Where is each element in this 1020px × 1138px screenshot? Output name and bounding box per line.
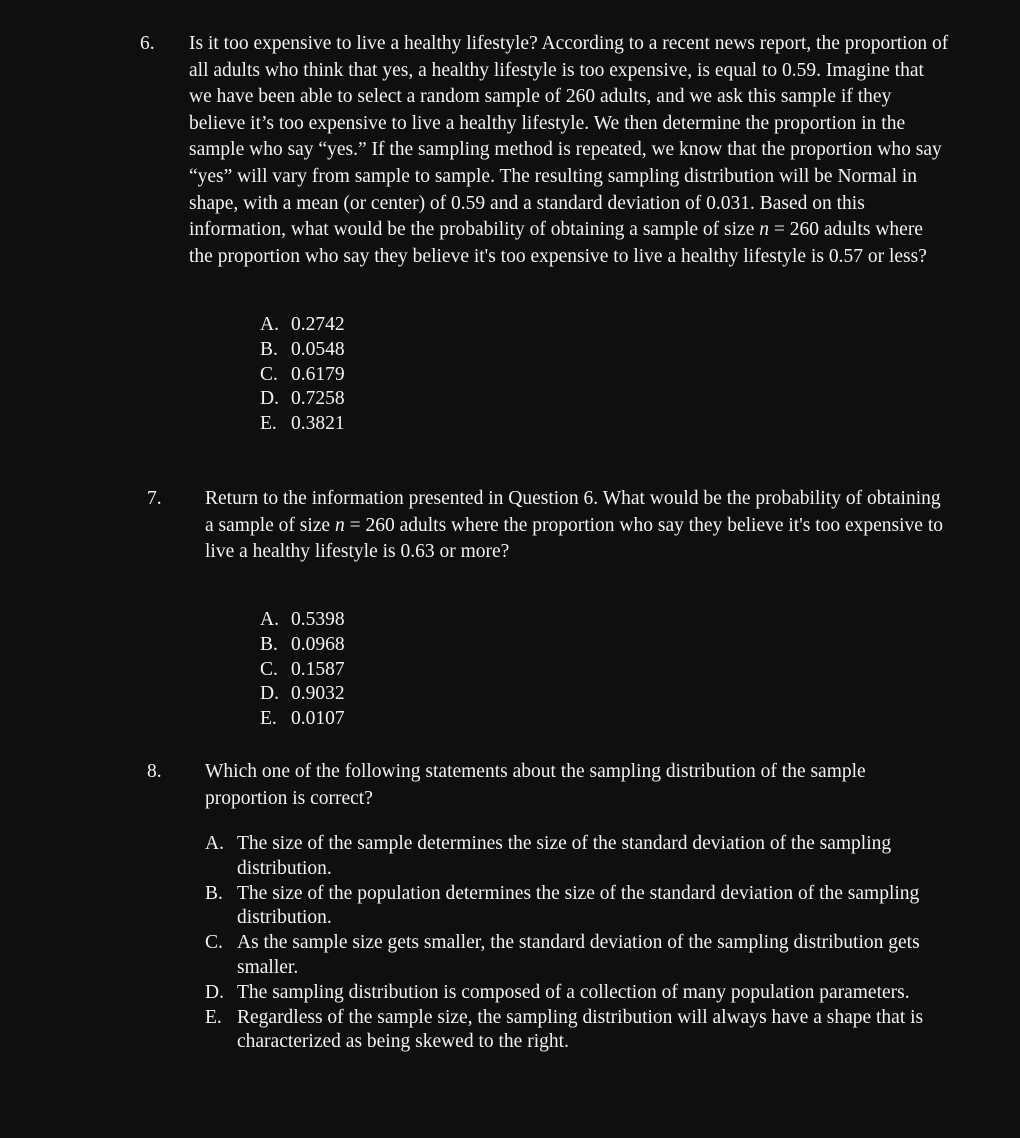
- choice-e[interactable]: [260, 412, 345, 437]
- variable-n: n: [334, 514, 345, 536]
- choice-a[interactable]: [260, 313, 345, 338]
- choice-letter: E.: [260, 708, 277, 730]
- choice-text: 0.1587: [291, 658, 345, 680]
- choice-a[interactable]: [260, 608, 345, 633]
- choice-c[interactable]: [205, 931, 947, 981]
- question-number: 8.: [147, 761, 162, 782]
- choice-text: 0.0968: [291, 633, 345, 655]
- question-text: [205, 759, 950, 812]
- choice-text: The size of the sample determines the size of the standard deviation of the sampling distribution.: [237, 833, 892, 879]
- question-text: [205, 486, 950, 566]
- choice-letter: E.: [205, 1006, 222, 1028]
- choice-a[interactable]: [205, 832, 947, 882]
- choice-d[interactable]: [205, 981, 947, 1006]
- choice-b[interactable]: [260, 338, 345, 363]
- choice-b[interactable]: [205, 882, 947, 932]
- question-text-part: Which one of the following statements about the sampling distribution of the sample proportion is correct?: [205, 761, 866, 809]
- choice-text: 0.3821: [291, 413, 345, 435]
- choice-text: The sampling distribution is composed of a collection of many population parameters.: [237, 981, 910, 1003]
- choice-b[interactable]: [260, 633, 345, 658]
- answer-choices: [205, 832, 947, 1055]
- choice-letter: B.: [260, 338, 278, 360]
- choice-letter: D.: [260, 388, 279, 410]
- choice-text: The size of the population determines the size of the standard deviation of the sampling distribution.: [237, 882, 920, 929]
- choice-e[interactable]: [205, 1006, 947, 1056]
- choice-text: 0.5398: [291, 609, 345, 630]
- choice-letter: A.: [260, 314, 279, 335]
- choice-letter: C.: [260, 363, 278, 385]
- choice-letter: B.: [205, 882, 223, 904]
- choice-letter: C.: [205, 932, 223, 954]
- question-text-part: Return to the information presented in Question 6. What would be the probability of obtaining a sample of size: [205, 488, 941, 536]
- choice-text: 0.2742: [291, 314, 345, 335]
- question-text-part: Is it too expensive to live a healthy lifestyle? According to a recent news report, the proportion of all adults who think that yes, a healthy lifestyle is too expensive, is equal to 0.59. Imagine that we have been able to select a random sample of 260 adults, and we ask this sample if they believe it’s too expensive to live a healthy lifestyle. We then determine the proportion in the sample who say “yes.” If the sampling method is repeated, we know that the proportion who say “yes” will vary from sample to sample. The resulting sampling distribution will be Normal in shape, with a mean (or center) of 0.59 and a standard deviation of 0.031. Based on this information, what would be the probability of obtaining a sample of size: [189, 33, 949, 241]
- choice-text: 0.0107: [291, 708, 345, 730]
- question-text-part: = 260 adults where the proportion who say they believe it's too expensive to live a healthy lifestyle is 0.63 or more?: [205, 514, 944, 563]
- choice-d[interactable]: [260, 387, 345, 412]
- choice-d[interactable]: [260, 682, 345, 707]
- choice-letter: D.: [205, 981, 224, 1003]
- choice-text: 0.0548: [291, 338, 345, 360]
- question-text: [189, 31, 949, 270]
- choice-letter: C.: [260, 658, 278, 680]
- choice-letter: E.: [260, 413, 277, 435]
- choice-letter: B.: [260, 633, 278, 655]
- choice-text: 0.6179: [291, 363, 345, 385]
- choice-c[interactable]: [260, 658, 345, 683]
- answer-choices: [260, 608, 345, 732]
- choice-text: Regardless of the sample size, the sampling distribution will always have a shape that is characterized as being skewed to the right.: [237, 1006, 924, 1053]
- answer-choices: [260, 313, 345, 437]
- choice-c[interactable]: [260, 363, 345, 388]
- question-number: 7.: [147, 488, 162, 509]
- choice-letter: A.: [205, 833, 224, 854]
- choice-e[interactable]: [260, 707, 345, 732]
- choice-text: 0.7258: [291, 388, 345, 410]
- variable-n: n: [759, 219, 769, 241]
- choice-letter: D.: [260, 683, 279, 705]
- question-text-part: = 260 adults where the proportion who say they believe it's too expensive to live a healthy lifestyle is 0.57 or less?: [189, 219, 927, 267]
- choice-text: 0.9032: [291, 683, 345, 705]
- choice-letter: A.: [260, 609, 279, 630]
- question-number: 6.: [140, 33, 155, 54]
- choice-text: As the sample size gets smaller, the standard deviation of the sampling distribution gets smaller.: [237, 932, 920, 978]
